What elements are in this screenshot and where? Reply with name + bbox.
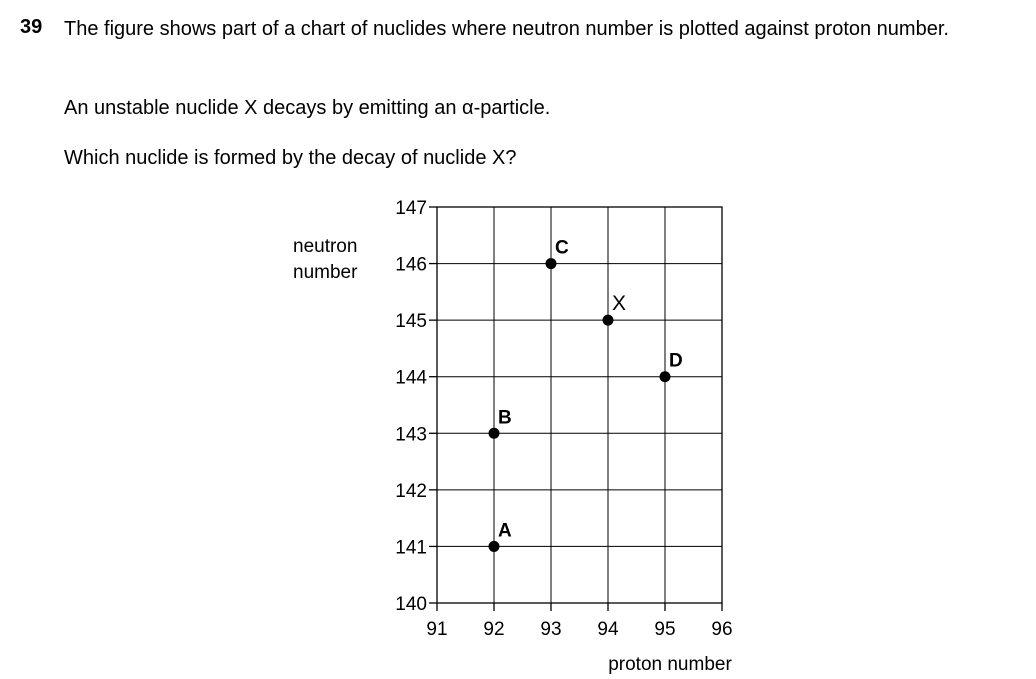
question-intro: The figure shows part of a chart of nuclides where neutron number is plotted against proton number. (64, 18, 949, 40)
nuclide-label-x: X (612, 292, 627, 316)
nuclide-label-d: D (669, 350, 683, 372)
question-prompt: Which nuclide is formed by the decay of nuclide X? (64, 147, 517, 169)
x-tick-label: 94 (597, 619, 619, 640)
y-tick-label: 141 (395, 537, 427, 559)
x-tick-label: 91 (426, 619, 448, 640)
x-tick-label: 92 (483, 619, 505, 640)
nuclide-label-c: C (555, 237, 569, 259)
x-tick-label: 93 (540, 619, 562, 640)
y-tick-label: 140 (395, 594, 427, 615)
plot-frame (437, 207, 722, 603)
y-tick-label: 144 (395, 367, 427, 389)
y-tick-label: 143 (395, 424, 427, 446)
nuclide-point-a (489, 541, 500, 552)
nuclide-label-b: B (498, 407, 512, 429)
y-tick-label: 145 (395, 311, 427, 333)
question-statement: An unstable nuclide X decays by emitting an α-particle. (64, 97, 551, 119)
question-number: 39 (20, 16, 43, 38)
y-axis-label: neutron (293, 236, 358, 257)
y-tick-label: 147 (395, 198, 427, 219)
x-tick-label: 95 (654, 619, 676, 640)
y-axis-label: number (293, 262, 358, 283)
nuclide-point-d (660, 371, 671, 382)
x-axis-label: proton number (608, 654, 732, 675)
nuclide-point-c (546, 258, 557, 269)
x-tick-label: 96 (711, 619, 733, 640)
nuclide-point-x (603, 315, 614, 326)
y-tick-label: 142 (395, 480, 427, 502)
nuclide-label-a: A (498, 520, 512, 542)
nuclide-point-b (489, 428, 500, 439)
y-tick-label: 146 (395, 254, 427, 276)
